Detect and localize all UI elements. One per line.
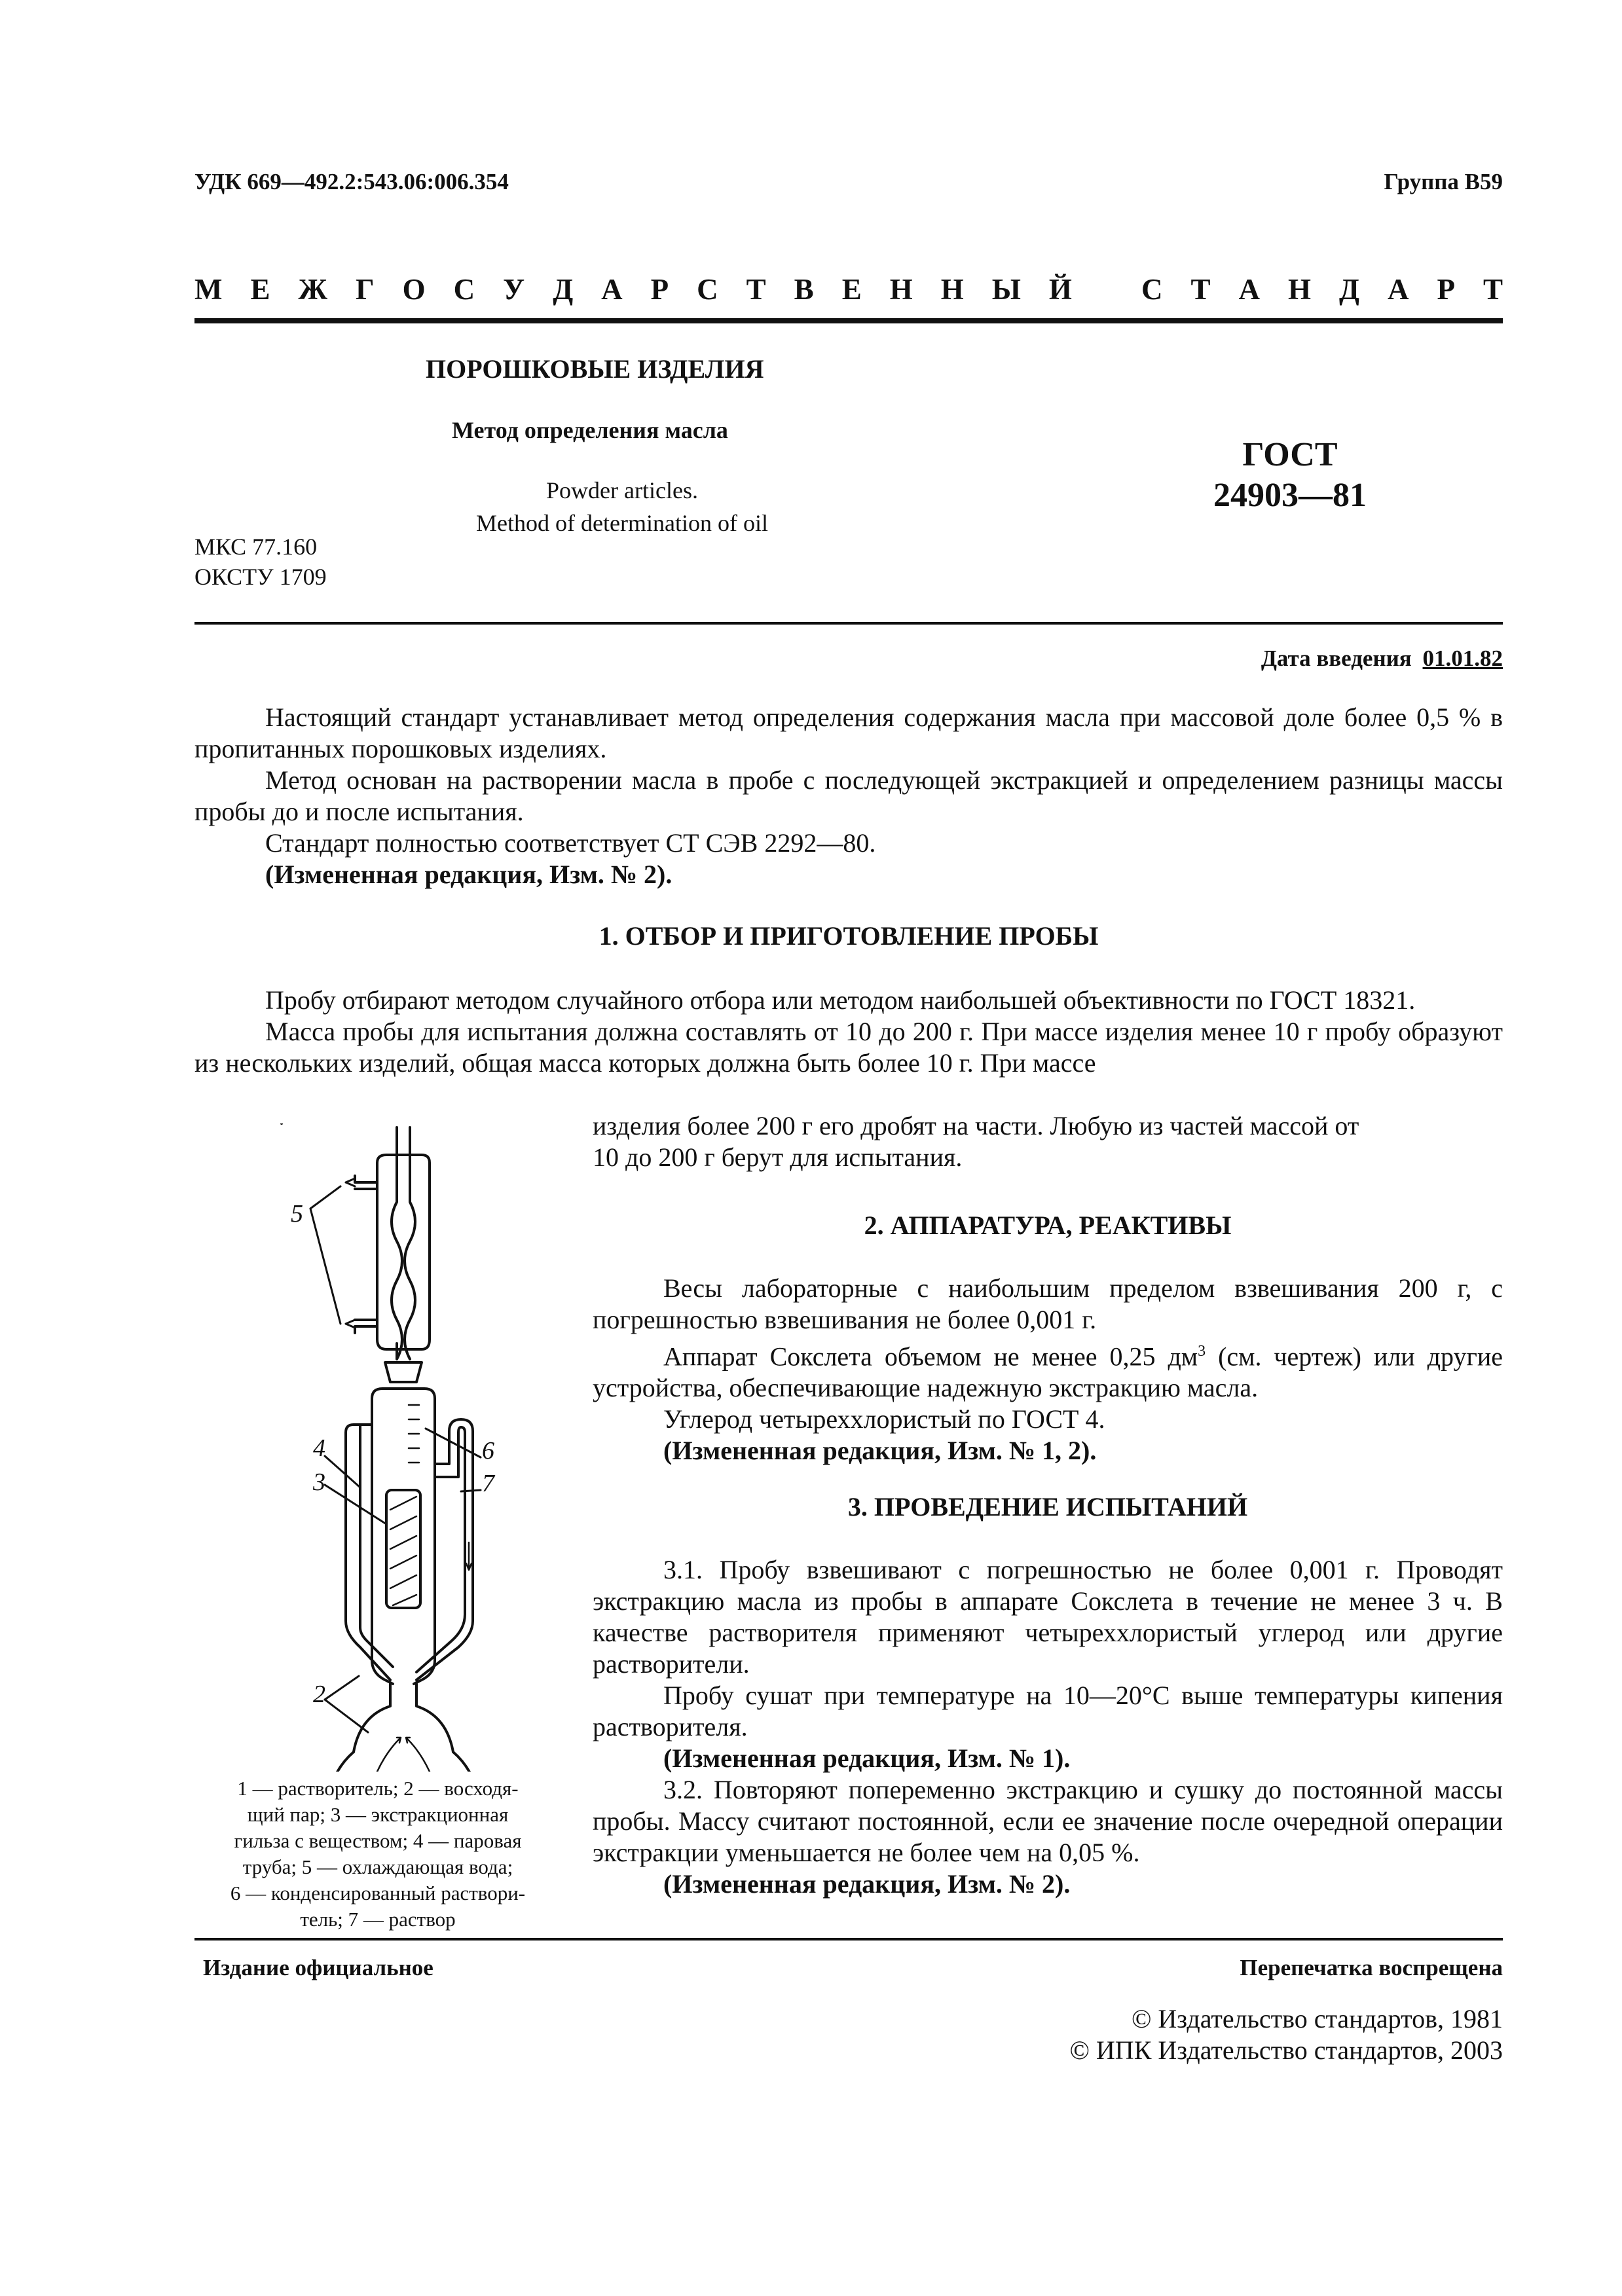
section-3-paragraph-2: Пробу сушат при температуре на 10—20°С выше температуры кипения растворителя.: [593, 1681, 1503, 1741]
section-3-title: 3. ПРОВЕДЕНИЕ ИСПЫТАНИЙ: [847, 1492, 1248, 1522]
heading-letter: [1100, 272, 1113, 306]
figure-label-6: 6: [482, 1437, 494, 1465]
date-label: Дата введения: [1261, 646, 1412, 671]
section-1-paragraph-2-cont1: изделия более 200 г его дробят на части. Любую из частей массой от: [593, 1111, 1359, 1140]
heading-letter: Ы: [991, 273, 1021, 306]
heading-letter: Н: [940, 273, 964, 306]
reprint-notice: Перепечатка воспрещена: [1240, 1955, 1503, 1980]
gost-code: 24903—81: [1213, 477, 1367, 514]
introduction-date: [1261, 646, 1503, 672]
heading-letter: У: [503, 273, 525, 306]
english-title: [419, 474, 825, 539]
section-3-paragraph-3: 3.2. Повторяют попеременно экстракцию и сушку до постоянной массы пробы. Массу считают постоянной, если ее значение после очередной операции экстракции уменьшается не более чем на 0,05 %.: [593, 1775, 1503, 1867]
heading-letter: Н: [889, 273, 913, 306]
figure-label-2: 2: [313, 1681, 325, 1708]
heading-letter: А: [1387, 273, 1409, 306]
intro-amendment: (Измененная редакция, Изм. № 2).: [265, 860, 673, 889]
section-3-amendment-2: (Измененная редакция, Изм. № 2).: [663, 1869, 1071, 1899]
figure-label-3: 3: [313, 1468, 325, 1496]
heading-letter: Р: [1437, 273, 1455, 306]
volume-unit-superscript: 3: [1198, 1343, 1206, 1360]
heading-letter: М: [194, 273, 223, 306]
title-rule: [194, 622, 1503, 625]
figure-label-4: 4: [313, 1434, 325, 1462]
udk-code: УДК 669—492.2:543.06:006.354: [194, 169, 509, 194]
section-1-title: 1. ОТБОР И ПРИГОТОВЛЕНИЕ ПРОБЫ: [599, 921, 1099, 951]
section-1-body: [194, 985, 1503, 1079]
apparatus-text: Аппарат Сокслета объемом не менее 0,25 дм: [663, 1341, 1198, 1372]
intro-paragraph-1: Настоящий стандарт устанавливает метод определения содержания масла при массовой доле более 0,5 % в пропитанных порошковых изделиях.: [194, 702, 1503, 763]
caption-line: тель; 7 — раствор: [300, 1908, 456, 1931]
caption-line: 1 — растворитель; 2 — восходя-: [237, 1777, 519, 1800]
copyright-2003: © ИПК Издательство стандартов, 2003: [1069, 2035, 1503, 2065]
standard-heading: [194, 272, 1503, 306]
english-title-line1: Powder articles.: [546, 477, 698, 503]
section-3-amendment-1: (Измененная редакция, Изм. № 1).: [663, 1743, 1071, 1773]
heading-letter: С: [453, 273, 475, 306]
group-code: Группа В59: [1384, 169, 1503, 194]
heading-letter: А: [1238, 273, 1260, 306]
figure-caption: [194, 1776, 561, 1933]
heading-letter: С: [1141, 273, 1163, 306]
heading-letter: Г: [356, 273, 375, 306]
heading-letter: Е: [841, 273, 862, 306]
heading-letter: Т: [746, 273, 766, 306]
section-3-body: [593, 1554, 1503, 1900]
gost-number: [1152, 435, 1428, 516]
heading-letter: В: [794, 273, 814, 306]
heading-letter: Е: [250, 273, 270, 306]
english-title-line2: Method of determination of oil: [476, 510, 768, 536]
section-2-amendment: (Измененная редакция, Изм. № 1, 2).: [663, 1436, 1097, 1466]
heading-letter: А: [601, 273, 623, 306]
section-1-paragraph-2: Масса пробы для испытания должна составлять от 10 до 200 г. При массе изделия менее 10 г пробу образуют из нескольких изделий, общая масса которых должна быть более 10 г. При массе: [194, 1017, 1503, 1078]
gost-label: ГОСТ: [1242, 436, 1338, 473]
document-title: ПОРОШКОВЫЕ ИЗДЕЛИЯ: [426, 354, 764, 384]
heading-letter: Т: [1483, 273, 1503, 306]
official-edition: Издание официальное: [203, 1955, 433, 1980]
heading-letter: С: [697, 273, 718, 306]
heading-letter: О: [402, 273, 426, 306]
heading-letter: Р: [650, 273, 669, 306]
footer-rule: [194, 1938, 1503, 1941]
section-2-paragraph-1: Весы лабораторные с наибольшим пределом взвешивания 200 г, с погрешностью взвешивания не более 0,001 г.: [593, 1273, 1503, 1334]
section-2-body: [593, 1273, 1503, 1467]
heading-letter: Н: [1287, 273, 1311, 306]
section-2-title: 2. АППАРАТУРА, РЕАКТИВЫ: [864, 1211, 1232, 1240]
heading-letter: Д: [1338, 273, 1359, 306]
heading-letter: Ж: [298, 273, 327, 306]
classification-codes: [194, 532, 327, 592]
copyright-block: [1070, 2003, 1503, 2066]
date-value: 01.01.82: [1422, 646, 1503, 671]
section-2-paragraph-2: [593, 1336, 1503, 1404]
mks-code: МКС 77.160: [194, 534, 318, 560]
introduction: [194, 702, 1503, 890]
header-rule: [194, 318, 1503, 323]
apparatus-text-cont: (см. чертеж) или другие устройства, обеспечивающие надежную экстракцию масла.: [593, 1341, 1503, 1403]
section-1-paragraph-1: Пробу отбирают методом случайного отбора или методом наибольшей объективности по ГОСТ 18321.: [265, 985, 1416, 1015]
intro-paragraph-3: Стандарт полностью соответствует СТ СЭВ 2292—80.: [265, 828, 876, 858]
section-2-paragraph-3: Углерод четыреххлористый по ГОСТ 4.: [663, 1404, 1105, 1434]
caption-line: щий пар; 3 — экстракционная: [247, 1803, 509, 1826]
figure-label-7: 7: [482, 1470, 494, 1497]
copyright-1981: © Издательство стандартов, 1981: [1131, 2004, 1503, 2033]
caption-line: 6 — конденсированный раствори-: [230, 1882, 526, 1904]
soxhlet-apparatus-figure: [262, 1123, 537, 1772]
heading-letter: Д: [553, 273, 574, 306]
figure-label-5: 5: [291, 1200, 303, 1228]
okstu-code: ОКСТУ 1709: [194, 564, 327, 590]
intro-paragraph-2: Метод основан на растворении масла в пробе с последующей экстракцией и определением разницы массы пробы до и после испытания.: [194, 765, 1503, 826]
section-3-paragraph-1: 3.1. Пробу взвешивают с погрешностью не более 0,001 г. Проводят экстракцию масла из пробы в аппарате Сокслета в течение не менее 3 ч. В качестве растворителя применяют четыреххлористый углерод или другие растворители.: [593, 1555, 1503, 1679]
document-subtitle: Метод определения масла: [452, 417, 728, 443]
caption-line: труба; 5 — охлаждающая вода;: [242, 1855, 513, 1878]
section-1-paragraph-2-cont2: 10 до 200 г берут для испытания.: [593, 1142, 963, 1172]
heading-letter: Й: [1048, 273, 1072, 306]
heading-letter: Т: [1190, 273, 1211, 306]
caption-line: гильза с веществом; 4 — паровая: [234, 1829, 522, 1852]
